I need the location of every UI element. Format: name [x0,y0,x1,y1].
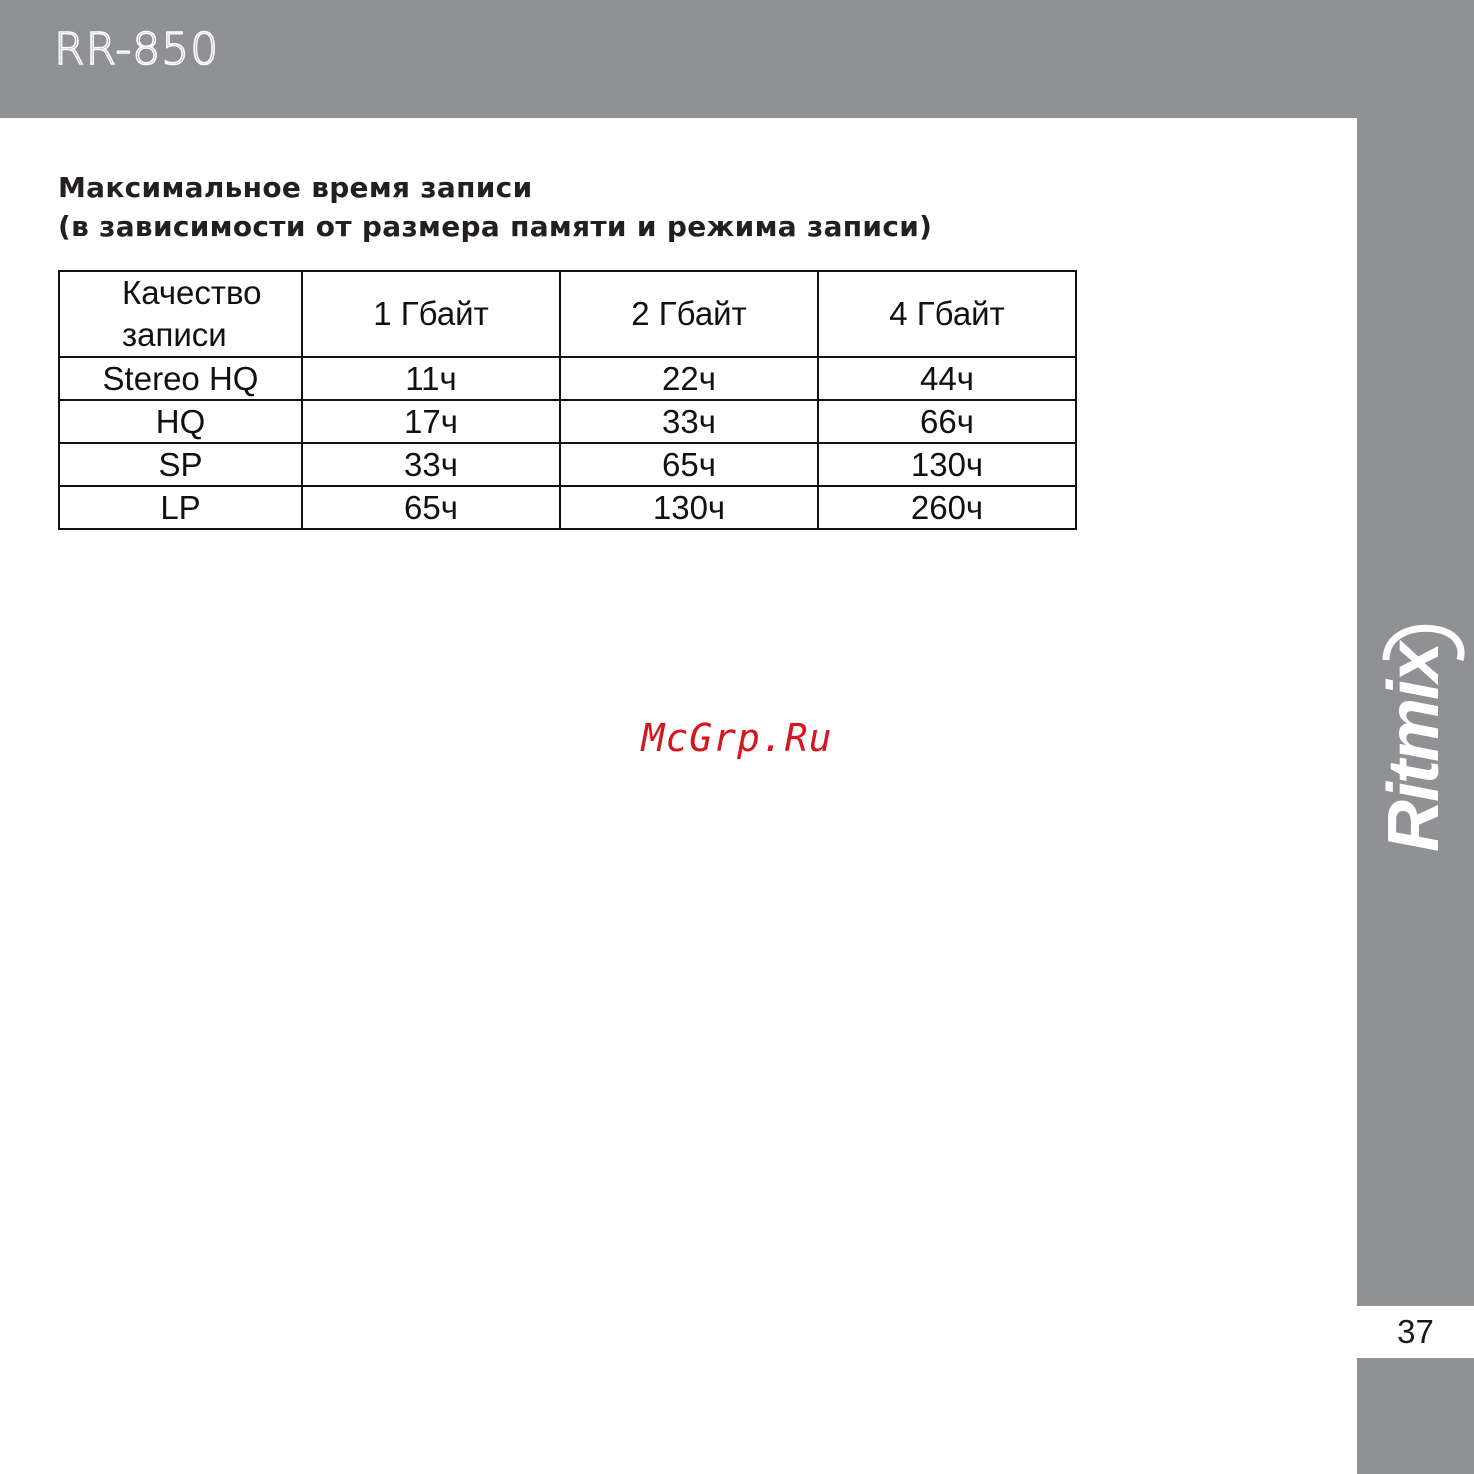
header-quality-cell [59,271,302,357]
model-title: RR-850 [54,24,220,75]
table-header-row [59,271,1076,357]
value-cell: 22ч [560,357,818,400]
section-heading-line1: Максимальное время записи [58,171,533,204]
value-cell: 17ч [302,400,560,443]
table-row [59,443,1076,486]
section-heading [58,168,932,246]
value-cell: 130ч [818,443,1076,486]
header-quality-line1: Качество [122,274,262,311]
header-4gb: 4 Гбайт [818,271,1076,357]
table-row [59,400,1076,443]
header-band [0,0,1474,118]
value-cell: 130ч [560,486,818,529]
mode-cell: Stereo HQ [59,357,302,400]
side-band-bottom [1357,1358,1474,1474]
value-cell: 65ч [302,486,560,529]
table-row [59,357,1076,400]
recording-time-table [58,270,1077,530]
mode-cell: HQ [59,400,302,443]
watermark-link[interactable]: McGrp.Ru [641,716,833,760]
mode-cell: SP [59,443,302,486]
value-cell: 260ч [818,486,1076,529]
section-heading-line2: (в зависимости от размера памяти и режима записи) [58,210,933,243]
value-cell: 66ч [818,400,1076,443]
value-cell: 33ч [560,400,818,443]
value-cell: 65ч [560,443,818,486]
brand-wordmark: Ritmix [1374,643,1454,852]
table-row [59,486,1076,529]
page-number: 37 [1397,1313,1434,1350]
value-cell: 33ч [302,443,560,486]
header-1gb: 1 Гбайт [302,271,560,357]
header-quality-line2: записи [122,316,227,353]
value-cell: 11ч [302,357,560,400]
value-cell: 44ч [818,357,1076,400]
mode-cell: LP [59,486,302,529]
header-2gb: 2 Гбайт [560,271,818,357]
